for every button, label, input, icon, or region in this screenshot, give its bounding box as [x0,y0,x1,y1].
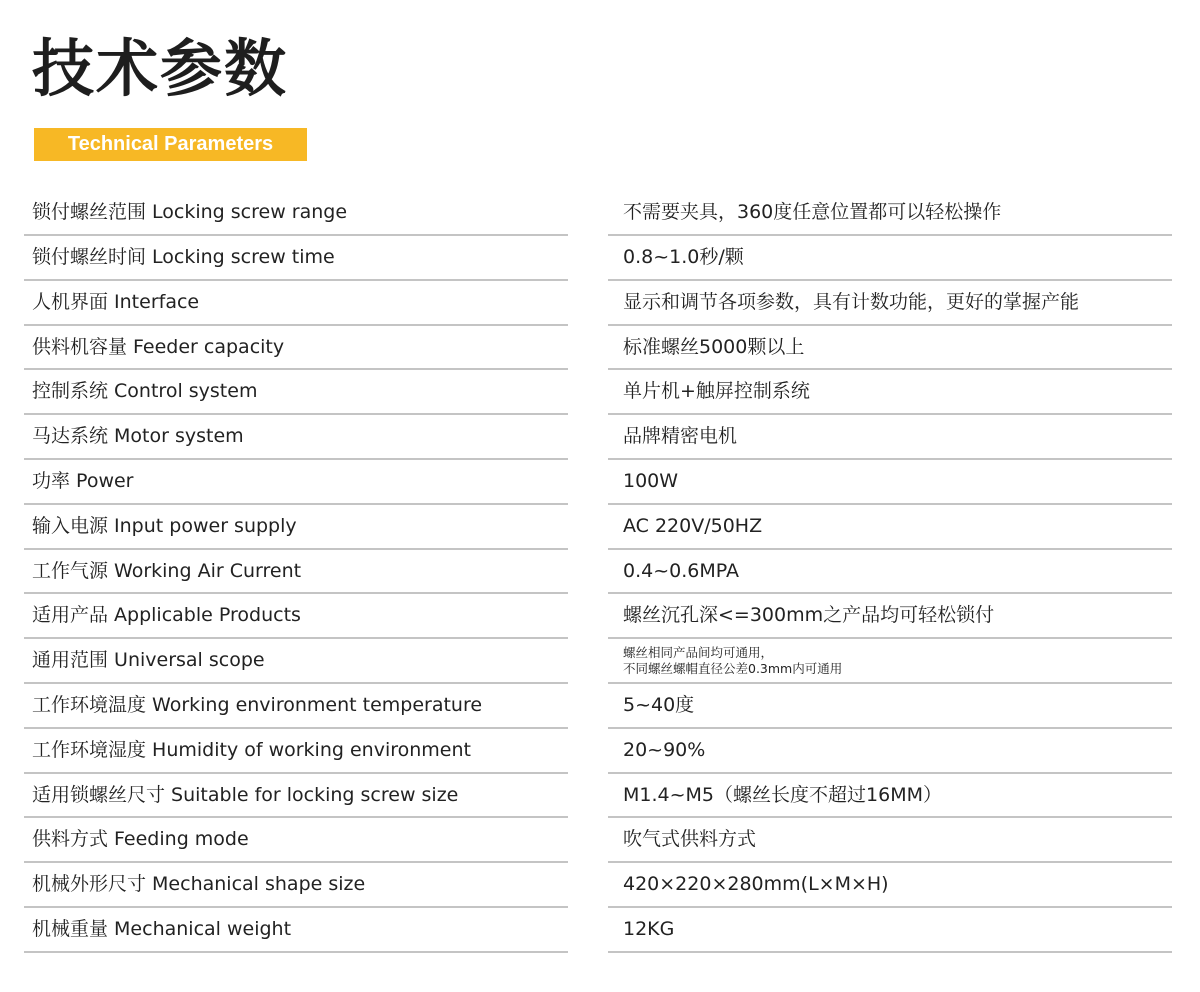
param-value: 螺丝沉孔深<=300mm之产品均可轻松锁付 [608,594,1172,639]
param-label: 工作环境湿度 Humidity of working environment [24,729,568,774]
param-label: 工作气源 Working Air Current [24,550,568,595]
param-value: 12KG [608,908,1172,953]
param-value: 显示和调节各项参数，具有计数功能，更好的掌握产能 [608,281,1172,326]
param-value: M1.4~M5（螺丝长度不超过16MM） [608,774,1172,819]
param-value-multiline [608,639,1172,684]
param-label: 工作环境温度 Working environment temperature [24,684,568,729]
param-label: 机械外形尺寸 Mechanical shape size [24,863,568,908]
param-value-line: 螺丝相同产品间均可通用， [623,644,774,660]
param-label: 锁付螺丝范围 Locking screw range [24,190,568,236]
param-label: 马达系统 Motor system [24,415,568,460]
parameter-values [608,190,1172,953]
param-value: 0.4~0.6MPA [608,550,1172,595]
param-label: 输入电源 Input power supply [24,505,568,550]
param-value: 0.8~1.0秒/颗 [608,236,1172,281]
param-label: 人机界面 Interface [24,281,568,326]
param-value: 420×220×280mm(L×M×H) [608,863,1172,908]
param-value: 标准螺丝5000颗以上 [608,326,1172,371]
param-label: 控制系统 Control system [24,370,568,415]
page-title: 技术参数 [32,32,289,105]
subtitle-badge: Technical Parameters [34,128,307,161]
param-label: 功率 Power [24,460,568,505]
param-label: 通用范围 Universal scope [24,639,568,684]
param-value-line: 不同螺丝螺帽直径公差0.3mm内可通用 [623,660,843,676]
parameter-labels [24,190,568,953]
param-label: 适用锁螺丝尺寸 Suitable for locking screw size [24,774,568,819]
param-value: 100W [608,460,1172,505]
param-value: 20~90% [608,729,1172,774]
param-label: 适用产品 Applicable Products [24,594,568,639]
param-value: 吹气式供料方式 [608,818,1172,863]
param-value: 单片机+触屏控制系统 [608,370,1172,415]
param-value: 5~40度 [608,684,1172,729]
param-value: 品牌精密电机 [608,415,1172,460]
param-value: AC 220V/50HZ [608,505,1172,550]
param-value: 不需要夹具，360度任意位置都可以轻松操作 [608,190,1172,236]
param-label: 供料机容量 Feeder capacity [24,326,568,371]
param-label: 锁付螺丝时间 Locking screw time [24,236,568,281]
param-label: 供料方式 Feeding mode [24,818,568,863]
param-label: 机械重量 Mechanical weight [24,908,568,953]
